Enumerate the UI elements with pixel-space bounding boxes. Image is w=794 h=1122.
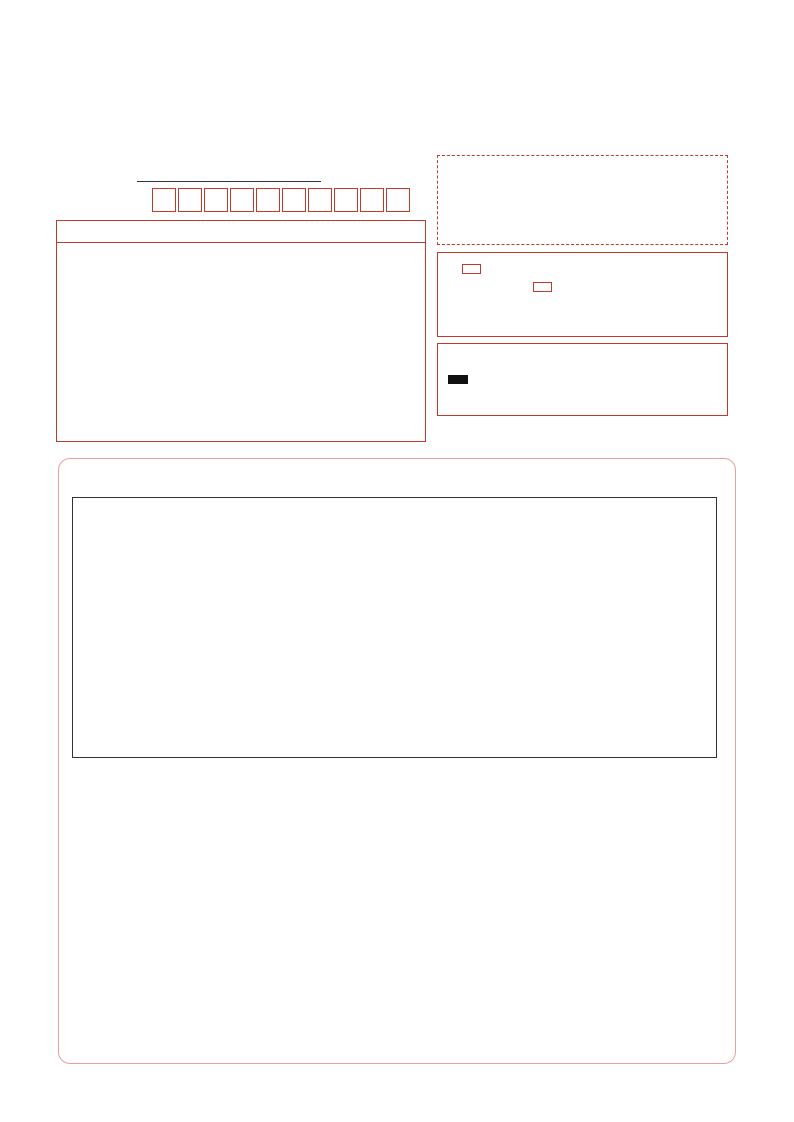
- notes-title: [57, 221, 425, 243]
- correct-fill-sample: [448, 375, 468, 384]
- exam-id-digit[interactable]: [178, 188, 202, 212]
- absent-mark-box[interactable]: [462, 264, 481, 274]
- exam-id-digit[interactable]: [386, 188, 410, 212]
- violation-mark-box[interactable]: [533, 282, 552, 292]
- notes-box: [56, 220, 426, 442]
- exam-id-boxes[interactable]: [152, 188, 412, 212]
- choice-section-box: [72, 497, 717, 758]
- barcode-area: [437, 155, 728, 245]
- exam-id-digit[interactable]: [152, 188, 176, 212]
- exam-id-digit[interactable]: [204, 188, 228, 212]
- exam-id-digit[interactable]: [360, 188, 384, 212]
- fill-sample-box: [437, 343, 728, 416]
- exam-id-digit[interactable]: [334, 188, 358, 212]
- name-field[interactable]: [137, 181, 321, 182]
- examiner-only-box: [437, 252, 728, 337]
- left-timing-marks: [0, 0, 60, 1122]
- exam-id-digit[interactable]: [282, 188, 306, 212]
- exam-id-digit[interactable]: [308, 188, 332, 212]
- exam-id-digit[interactable]: [230, 188, 254, 212]
- top-timing-marks: [50, 38, 746, 50]
- exam-id-digit[interactable]: [256, 188, 280, 212]
